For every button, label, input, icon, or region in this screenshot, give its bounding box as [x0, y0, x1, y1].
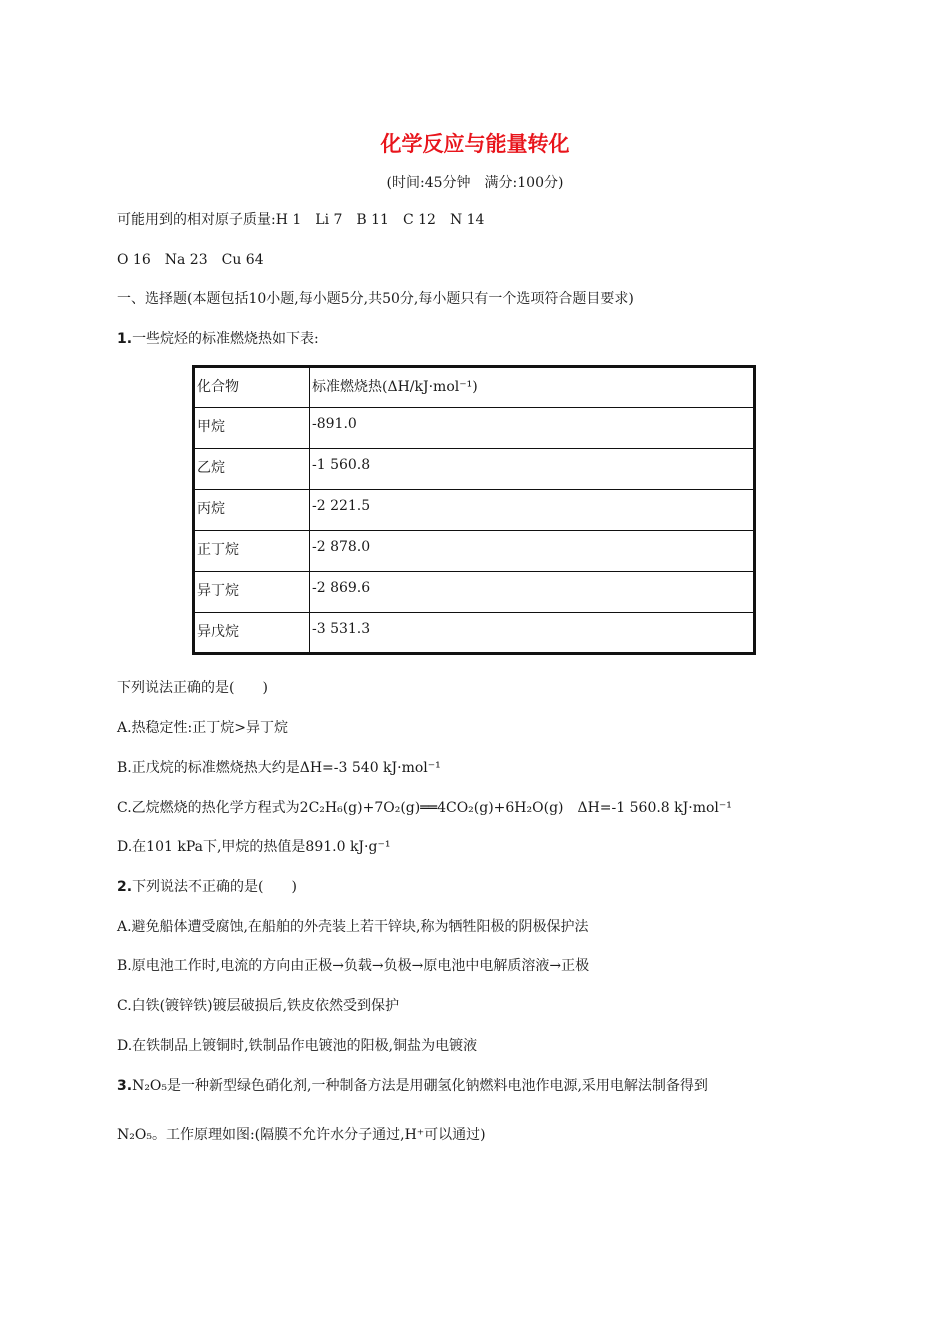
question-2-stem	[117, 876, 297, 896]
question-2-text: 下列说法不正确的是( )	[132, 879, 297, 895]
question-2-option-d: D.在铁制品上镀铜时,铁制品作电镀池的阳极,铜盐为电镀液	[117, 1038, 478, 1054]
page-title: 化学反应与能量转化	[380, 132, 570, 156]
question-1-stem	[117, 328, 319, 348]
exam-info: (时间:45分钟 满分:100分)	[386, 175, 564, 191]
question-3-stem	[117, 1075, 708, 1095]
table-row	[194, 449, 755, 490]
table-cell-compound: 异戊烷	[194, 613, 310, 654]
table-header-cell: 化合物	[194, 367, 310, 408]
table-cell-value: -1 560.8	[310, 449, 755, 490]
question-2-number: 2.	[117, 879, 133, 895]
table-cell-value: -2 878.0	[310, 531, 755, 572]
atomic-masses-line-1: 可能用到的相对原子质量:H 1 Li 7 B 11 C 12 N 14	[117, 212, 485, 228]
question-3-number: 3.	[117, 1078, 133, 1094]
table-header-row	[194, 367, 755, 408]
table-cell-compound: 甲烷	[194, 408, 310, 449]
question-2-option-a: A.避免船体遭受腐蚀,在船舶的外壳装上若干锌块,称为牺牲阳极的阴极保护法	[117, 919, 589, 935]
question-1-number: 1.	[117, 331, 133, 347]
question-1-option-d: D.在101 kPa下,甲烷的热值是891.0 kJ·g⁻¹	[117, 839, 391, 855]
table-cell-value: -3 531.3	[310, 613, 755, 654]
question-3-text-line-2: N₂O₅。工作原理如图:(隔膜不允许水分子通过,H⁺可以通过)	[117, 1127, 486, 1143]
question-1-option-c: C.乙烷燃烧的热化学方程式为2C₂H₆(g)+7O₂(g)══4CO₂(g)+6H₂O(g) ΔH=-1 560.8 kJ·mol⁻¹	[117, 800, 732, 816]
question-1-prompt: 下列说法正确的是( )	[117, 680, 268, 696]
section-heading: 一、选择题(本题包括10小题,每小题5分,共50分,每小题只有一个选项符合题目要求)	[117, 291, 634, 307]
table-cell-value: -2 869.6	[310, 572, 755, 613]
table-cell-value: -2 221.5	[310, 490, 755, 531]
table-row	[194, 531, 755, 572]
table-row	[194, 490, 755, 531]
table-cell-compound: 丙烷	[194, 490, 310, 531]
table-row	[194, 408, 755, 449]
table-cell-compound: 异丁烷	[194, 572, 310, 613]
table-row	[194, 613, 755, 654]
question-3-text-line-1: N₂O₅是一种新型绿色硝化剂,一种制备方法是用硼氢化钠燃料电池作电源,采用电解法制备得到	[132, 1078, 708, 1094]
question-1-text: 一些烷烃的标准燃烧热如下表:	[132, 331, 319, 347]
question-1-option-b: B.正戊烷的标准燃烧热大约是ΔH=-3 540 kJ·mol⁻¹	[117, 760, 441, 776]
question-2-option-b: B.原电池工作时,电流的方向由正极→负载→负极→原电池中电解质溶液→正极	[117, 958, 590, 974]
table-cell-compound: 乙烷	[194, 449, 310, 490]
question-1-option-a: A.热稳定性:正丁烷>异丁烷	[117, 720, 289, 736]
combustion-heat-table	[192, 365, 756, 655]
table-header-cell: 标准燃烧热(ΔH/kJ·mol⁻¹)	[310, 367, 755, 408]
table-row	[194, 572, 755, 613]
atomic-masses-line-2: O 16 Na 23 Cu 64	[117, 252, 264, 268]
table-cell-compound: 正丁烷	[194, 531, 310, 572]
question-2-option-c: C.白铁(镀锌铁)镀层破损后,铁皮依然受到保护	[117, 998, 400, 1014]
table-cell-value: -891.0	[310, 408, 755, 449]
